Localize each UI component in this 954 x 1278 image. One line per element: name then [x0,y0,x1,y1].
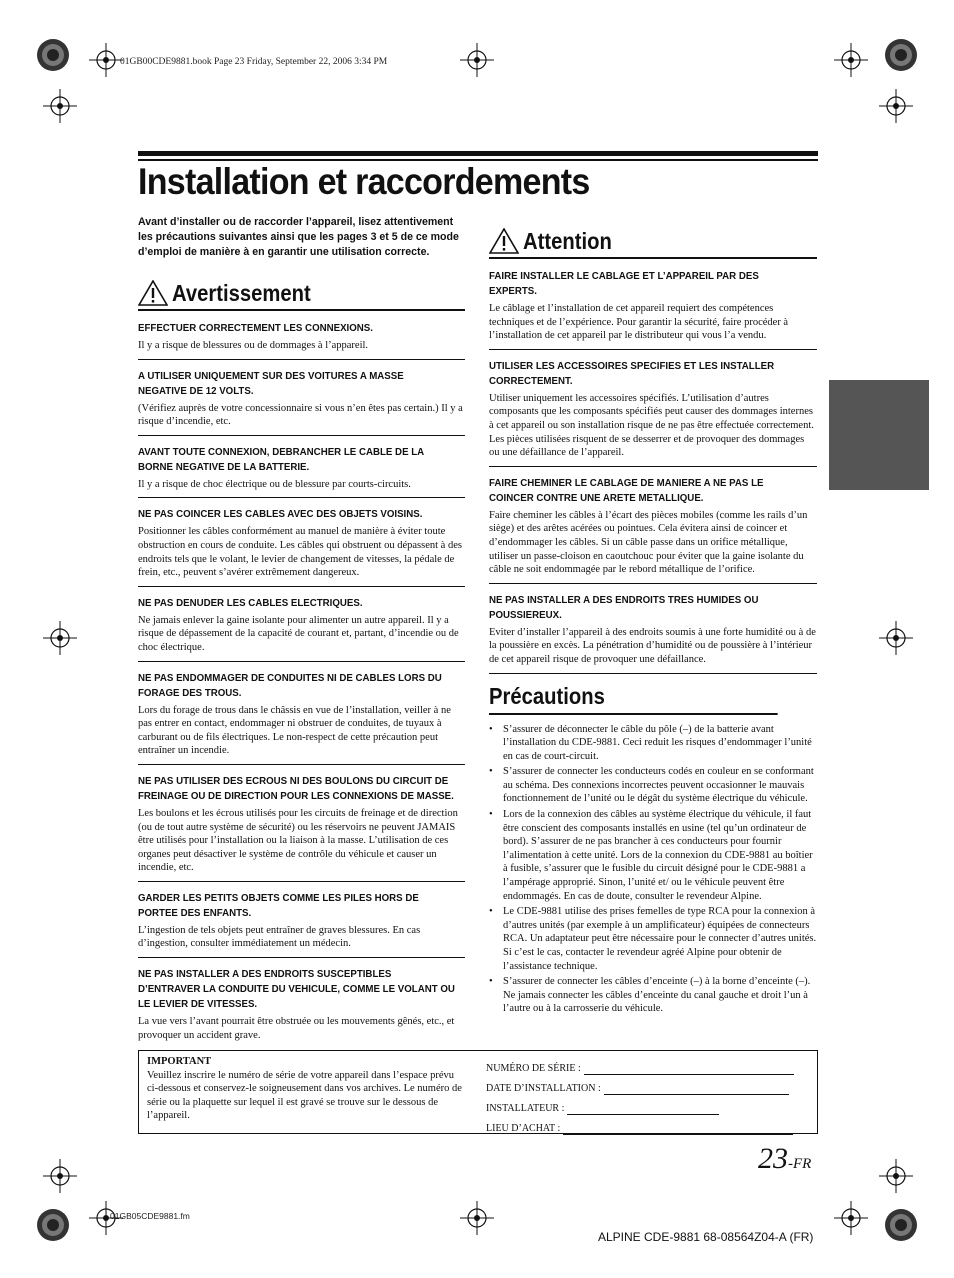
rosette-mark [884,1208,918,1242]
item-title: A UTILISER UNIQUEMENT SUR DES VOITURES A MASSE NEGATIVE DE 12 VOLTS. [138,370,404,397]
print-header: 01GB00CDE9881.book Page 23 Friday, September 22, 2006 3:34 PM [120,57,388,67]
serial-number-line[interactable] [584,1065,794,1075]
registration-mark [834,43,868,77]
serial-number-field [486,1055,816,1075]
item-body: Il y a risque de blessures ou de dommages à l’appareil. [138,340,369,351]
warning-item [138,507,465,586]
item-title: AVANT TOUTE CONNEXION, DEBRANCHER LE CABLE DE LA BORNE NEGATIVE DE LA BATTERIE. [138,446,424,473]
section-tab [829,380,929,490]
right-column [489,228,817,1018]
item-body: Lors du forage de trous dans le châssis en vue de l’installation, veiller à ne pas entrer en contact, endommager ni obstruer de conduites, de tuyaux à carburant ou de fils électriques. Le non-respect de cette précaution peut entraîner un incendie. [138,704,451,757]
list-item: • S’assurer de connecter les câbles d’enceinte (–) à la borne d’enceinte (–). Ne jamais connecter les câbles d’enceinte du canal gauche et droit l’un à l’autre ou à la carrosserie du véhicule. [489,975,817,1016]
warning-triangle-icon [138,280,168,306]
page-suffix: -FR [788,1156,812,1172]
item-body: Il y a risque de choc électrique ou de blessure par courts-circuits. [138,478,411,490]
registration-mark [460,1201,494,1235]
install-date-line[interactable] [604,1085,789,1095]
attention-item [489,593,817,674]
warning-item [138,596,465,662]
registration-mark [89,43,123,77]
warning-item [138,774,465,882]
item-title: NE PAS INSTALLER A DES ENDROITS SUSCEPTIBLES D’ENTRAVER LA CONDUITE DU VEHICULE, COMME LE VOLANT OU LE LEVIER DE VITESSES. [138,969,455,1011]
item-title: FAIRE INSTALLER LE CABLAGE ET L’APPAREIL PAR DES EXPERTS. [489,271,759,297]
attention-item [489,359,817,467]
item-body: Eviter d’installer l’appareil à des endroits soumis à une forte humidité ou à de la poussière en excès. La pénétration d’humidité ou de poussière à l’intérieur de cet appareil risque de provoquer une défaillance. [489,626,816,665]
warning-item [138,891,465,958]
rosette-mark [36,38,70,72]
item-body: Ne jamais enlever la gaine isolante pour alimenter un autre appareil. Il y a risque de dépassement de la capacité de courant et, partant, d’incendie ou de choc électrique. [138,614,459,653]
important-body: Veuillez inscrire le numéro de série de votre appareil dans l’espace prévu ci-dessous et conservez-le soigneusement dans vos archives. Le numéro de série ou la plaquette sur lequel il est gravé se trouve sur le dessous de l’appareil. [147,1069,462,1122]
item-title: GARDER LES PETITS OBJETS COMME LES PILES HORS DE PORTEE DES ENFANTS. [138,892,419,919]
list-item: • S’assurer de connecter les conducteurs codés en couleur en se conformant au schéma. Des connexions incorrectes peuvent occasionner le mauvais fonctionnement de l’unité ou le dégât du système électrique du véhicule. [489,765,817,806]
item-body: Les boulons et les écrous utilisés pour les circuits de freinage et de direction (ou de tout autre système de sécurité) ou les réservoirs ne peuvent JAMAIS être utilisés pour l’installation ou la liaison à la masse. L’utilisation de ces organes peut désactiver le système de contrôle du véhicule et causer un incendie, etc. [138,807,458,874]
installer-line[interactable] [567,1105,719,1115]
attention-item [489,476,817,584]
field-label: NUMÉRO DE SÉRIE : [486,1063,581,1074]
page-number-value: 23 [758,1142,788,1175]
warning-item [138,967,465,1048]
registration-mark [460,43,494,77]
footer-model: ALPINE CDE-9881 68-08564Z04-A (FR) [598,1230,814,1244]
item-body: Le câblage et l’installation de cet appareil requiert des compétences techniques et de l’expérience. Pour garantir la sécurité, faire procéder à l’installation de cet appareil par le distributeur qui vous l’a vendu. [489,303,789,342]
installer-field [486,1095,816,1115]
item-title: FAIRE CHEMINER LE CABLAGE DE MANIERE A NE PAS LE COINCER CONTRE UNE ARETE METALLIQUE. [489,477,764,504]
item-body: La vue vers l’avant pourrait être obstruée ou les mouvements gênés, etc., et provoquer un accident grave. [138,1016,455,1041]
registration-mark [879,89,913,123]
item-body: (Vérifiez auprès de votre concessionnaire si vous n’en êtes pas certain.) Il y a risque d’incendie, etc. [138,402,463,428]
registration-mark [879,1159,913,1193]
item-title: NE PAS UTILISER DES ECROUS NI DES BOULONS DU CIRCUIT DE FREINAGE OU DE DIRECTION POUR LES CONNEXIONS DE MASSE. [138,775,454,802]
list-item: • S’assurer de déconnecter le câble du pôle (–) de la batterie avant l’installation du CDE-9881. Ceci reduit les risques d’endommager l’unité en cas de court-circuit. [489,723,817,764]
footer-file: 01GB05CDE9881.fm [110,1211,190,1221]
page-number [758,1142,811,1176]
item-title: NE PAS DENUDER LES CABLES ELECTRIQUES. [138,597,363,609]
warning-item [138,671,465,765]
item-body: Utiliser uniquement les accessoires spécifiés. L’utilisation d’autres composants que les composants spécifiés peut causer des dommages internes à cet appareil ou son installation risque de ne pas être effectuée correctement. Les pièces utilisées risquent de se desserrer et de provoquer des dommages ou une défaillance de l’appareil. [489,392,814,459]
registration-mark [43,1159,77,1193]
item-title: NE PAS COINCER LES CABLES AVEC DES OBJETS VOISINS. [138,509,423,521]
attention-title: Attention [523,228,612,254]
item-body: Positionner les câbles conformément au manuel de manière à éviter toute obstruction en cours de conduite. Les câbles qui obstruent ou dépassent à des endroits tels que le volant, le levier de changement de vitesses, la pédale de frein, etc., peuvent s’avérer extrêmement dangereux. [138,526,462,579]
registration-fields [486,1055,816,1135]
item-body: Faire cheminer les câbles à l’écart des pièces mobiles (comme les rails d’un siège) et des arêtes acérées ou pointues. Cela évitera ainsi de coincer et d’endommager les câbles. Si un câble passe dans un orifice métallique, utiliser un passe-cloison en caoutchouc pour éviter que la gaine isolante du câble ne soit endommagée par le rebord métallique de l’orifice. [489,509,808,576]
precautions-list [489,723,817,1016]
precautions-heading: Précautions [489,683,778,715]
warning-item [138,321,465,360]
purchase-place-field [486,1115,816,1135]
rosette-mark [884,38,918,72]
important-text [147,1055,467,1123]
registration-mark [834,1201,868,1235]
list-item: • Le CDE-9881 utilise des prises femelles de type RCA pour la connexion à d’autres unités (par exemple à un amplificateur) équipées de connecteurs RCA. Un adaptateur peut être nécessaire pour le connecter d’autres unités. Si c’est le cas, contacter le revendeur agréé Alpine pour obtenir de l’assistance technique. [489,905,817,973]
warning-item [138,369,465,436]
attention-item [489,269,817,350]
item-title: UTILISER LES ACCESSOIRES SPECIFIES ET LES INSTALLER CORRECTEMENT. [489,360,775,387]
intro-text: Avant d’installer ou de raccorder l’appareil, lisez attentivement les précautions suivantes ainsi que les pages 3 et 5 de ce mode d’emploi de manière à en garantir une utilisation correcte. [138,216,459,258]
registration-mark [879,621,913,655]
registration-mark [43,621,77,655]
field-label: LIEU D’ACHAT : [486,1123,561,1134]
install-date-field [486,1075,816,1095]
important-box [138,1050,818,1134]
attention-heading [489,228,817,259]
warning-triangle-icon [489,228,519,254]
important-title: IMPORTANT [147,1056,212,1067]
page-title: Installation et raccordements [138,161,590,202]
field-label: INSTALLATEUR : [486,1103,565,1114]
item-title: EFFECTUER CORRECTEMENT LES CONNEXIONS. [138,323,373,334]
warning-heading [138,280,465,311]
rosette-mark [36,1208,70,1242]
purchase-place-line[interactable] [563,1125,793,1135]
left-column [138,215,465,1057]
item-title: NE PAS ENDOMMAGER DE CONDUITES NI DE CABLES LORS DU FORAGE DES TROUS. [138,672,442,699]
warning-item [138,445,465,499]
item-body: L’ingestion de tels objets peut entraîner de graves blessures. En cas d’ingestion, consulter immédiatement un médecin. [138,924,421,950]
list-item: • Lors de la connexion des câbles au système électrique du véhicule, il faut être conscient des composants installés en usine (tel qu’un ordinateur de bord). S’assurer de ne pas brancher à ces conducteurs pour fournir l’alimentation à cette unité. Lors de la connexion du CDE-9881 au boîtier à fusible, s’assurer que le fusible du circuit désigné pour le CDE-9881 a l’ampérage approprié. Sinon, l’unité et/ ou le véhicule peuvent être endommagés. En cas de doute, consulter le revendeur Alpine. [489,808,817,903]
field-label: DATE D’INSTALLATION : [486,1083,601,1094]
item-title: NE PAS INSTALLER A DES ENDROITS TRES HUMIDES OU POUSSIEREUX. [489,594,759,621]
title-rule [138,151,818,156]
warning-title: Avertissement [172,280,311,306]
registration-mark [43,89,77,123]
